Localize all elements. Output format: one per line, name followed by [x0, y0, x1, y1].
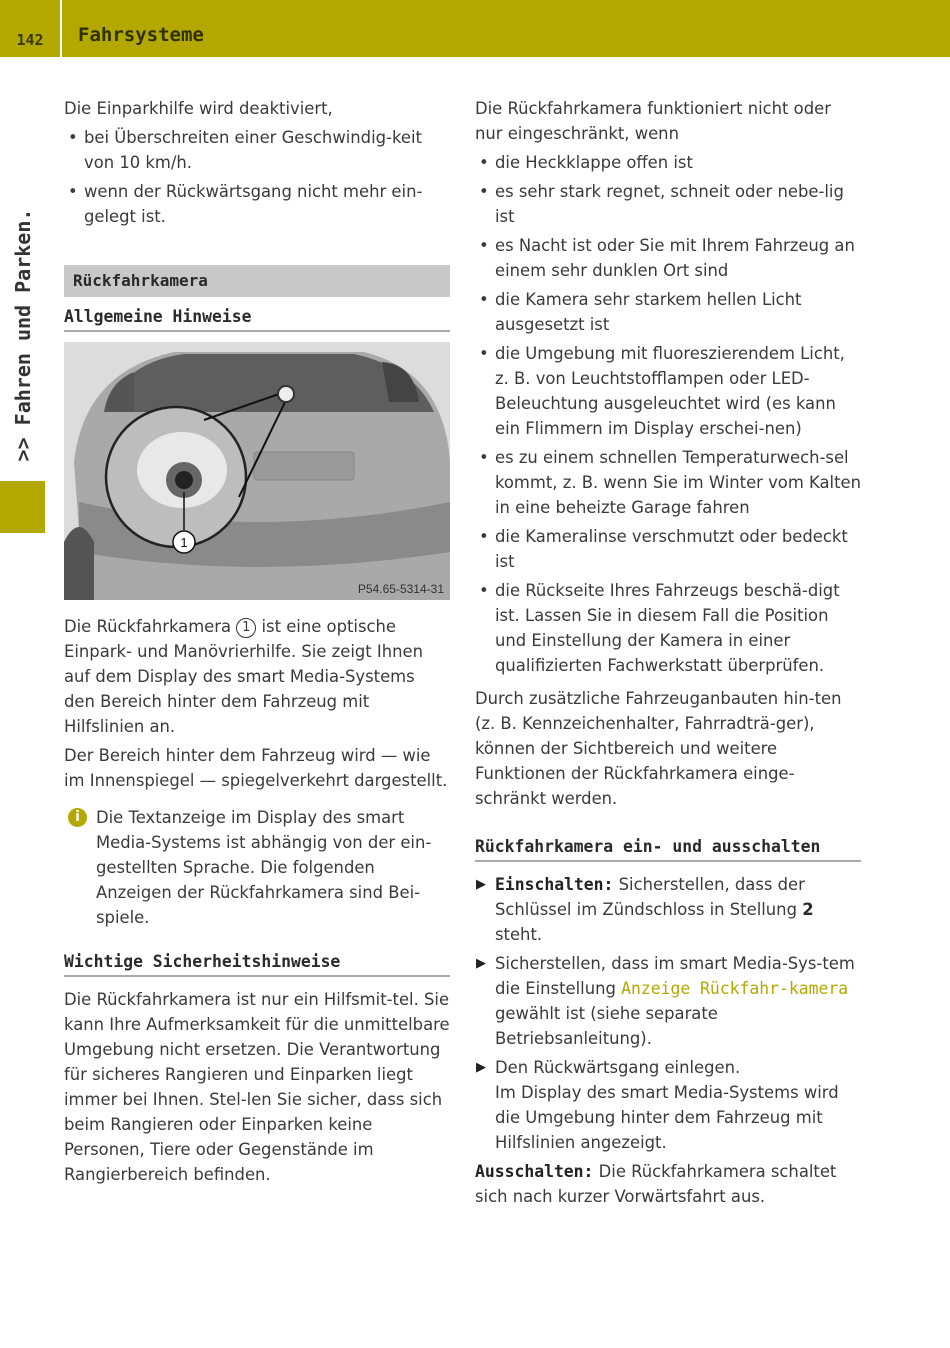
chapter-label-text: >> Fahren und Parken.: [11, 208, 35, 462]
callout-number-badge: 1: [236, 618, 256, 638]
deactivation-list: [64, 125, 450, 229]
rear-camera-figure: [64, 342, 450, 600]
step-arrow-icon: ▶: [476, 956, 486, 971]
step-reverse-gear: ▶ Den Rückwärtsgang einlegen. Im Display des smart Media-Systems wird die Umgebung hinter dem Fahrzeug mit Hilfslinien angezeigt.: [475, 1055, 861, 1155]
subheading-switch: Rückfahrkamera ein- und ausschalten: [475, 837, 861, 862]
limitations-intro: Die Rückfahrkamera funktioniert nicht oder nur eingeschränkt, wenn: [475, 99, 831, 143]
intro-text: Die Einparkhilfe wird deaktiviert,: [64, 99, 333, 118]
list-item: • die Kameralinse verschmutzt oder bedeckt ist: [479, 527, 848, 571]
subheading-safety: Wichtige Sicherheitshinweise: [64, 952, 450, 977]
section-title: Rückfahrkamera: [64, 265, 450, 297]
list-item: • wenn der Rückwärtsgang nicht mehr ein-gelegt ist.: [68, 182, 423, 226]
list-item: • es sehr stark regnet, schneit oder nebe-lig ist: [479, 182, 844, 226]
list-item: • die Heckklappe offen ist: [479, 153, 693, 172]
limitations-list: [475, 150, 861, 678]
camera-description: Die Rückfahrkamera 1 ist eine optische Einpark- und Manövrierhilfe. Sie zeigt Ihnen auf dem Display des smart Media-Systems den Bereich hinter dem Fahrzeug mit Hilfslinien an.: [64, 617, 424, 736]
chapter-side-label: [0, 200, 46, 470]
step-arrow-icon: ▶: [476, 1060, 486, 1075]
mirror-note: Der Bereich hinter dem Fahrzeug wird — wie im Innenspiegel — spiegelverkehrt dargestellt.: [64, 746, 448, 790]
car-rear-illustration: [64, 342, 450, 600]
subheading-general: Allgemeine Hinweise: [64, 307, 450, 332]
display-setting-text: Anzeige Rückfahr-kamera: [621, 979, 849, 998]
figure-callout-number: 1: [180, 535, 188, 550]
step-arrow-icon: ▶: [476, 877, 486, 892]
switch-off-text: Ausschalten: Die Rückfahrkamera schaltet sich nach kurzer Vorwärtsfahrt aus.: [475, 1162, 837, 1206]
safety-text: Die Rückfahrkamera ist nur ein Hilfsmit-tel. Sie kann Ihre Aufmerksamkeit für die unmittelbare Umgebung nicht ersetzen. Die Verantwortung für sicheres Rangieren und Einparken liegt immer bei Ihnen. Stel-len Sie sicher, dass sich beim Rangieren oder Einparken keine Personen, Tiere oder Gegenstände im Rangierbereich befinden.: [64, 990, 450, 1184]
list-item: • die Rückseite Ihres Fahrzeugs beschä-digt ist. Lassen Sie in diesem Fall die Position und Einstellung der Kamera in einer qualifizierten Fachwerkstatt überprüfen.: [479, 581, 840, 675]
page-title: Fahrsysteme: [78, 24, 204, 46]
page-header: [0, 0, 950, 57]
right-column: [475, 96, 861, 1213]
page-number: 142: [0, 0, 62, 57]
left-column: [64, 96, 450, 1191]
step-switch-on: ▶ Einschalten: Sicherstellen, dass der Schlüssel im Zündschloss in Stellung 2 steht.: [475, 872, 861, 947]
chapter-tab-marker: [0, 481, 45, 533]
info-note: i Die Textanzeige im Display des smart Media-Systems ist abhängig von der ein-gestellten Sprache. Die folgenden Anzeigen der Rückfahrkamera sind Bei-spiele.: [64, 805, 450, 930]
list-item: • es zu einem schnellen Temperaturwech-sel kommt, z. B. wenn Sie im Winter vom Kalten in eine beheizte Garage fahren: [479, 448, 861, 517]
list-item: • bei Überschreiten einer Geschwindig-keit von 10 km/h.: [68, 128, 422, 172]
accessories-note: Durch zusätzliche Fahrzeuganbauten hin-ten (z. B. Kennzeichenhalter, Fahrradträ-ger), können der Sichtbereich und weitere Funktionen der Rückfahrkamera einge-schränkt werden.: [475, 689, 842, 808]
info-icon: i: [68, 808, 87, 827]
list-item: • es Nacht ist oder Sie mit Ihrem Fahrzeug an einem sehr dunklen Ort sind: [479, 236, 855, 280]
list-item: • die Umgebung mit fluoreszierendem Licht, z. B. von Leuchtstofflampen oder LED-Beleuchtung ausgeleuchtet wird (es kann ein Flimmern im Display erschei-nen): [479, 344, 845, 438]
figure-code: P54.65-5314-31: [357, 582, 444, 596]
step-setting: ▶ Sicherstellen, dass im smart Media-Sys-tem die Einstellung Anzeige Rückfahr-kamera gewählt ist (siehe separate Betriebsanleitung).: [475, 951, 861, 1051]
list-item: • die Kamera sehr starkem hellen Licht ausgesetzt ist: [479, 290, 802, 334]
